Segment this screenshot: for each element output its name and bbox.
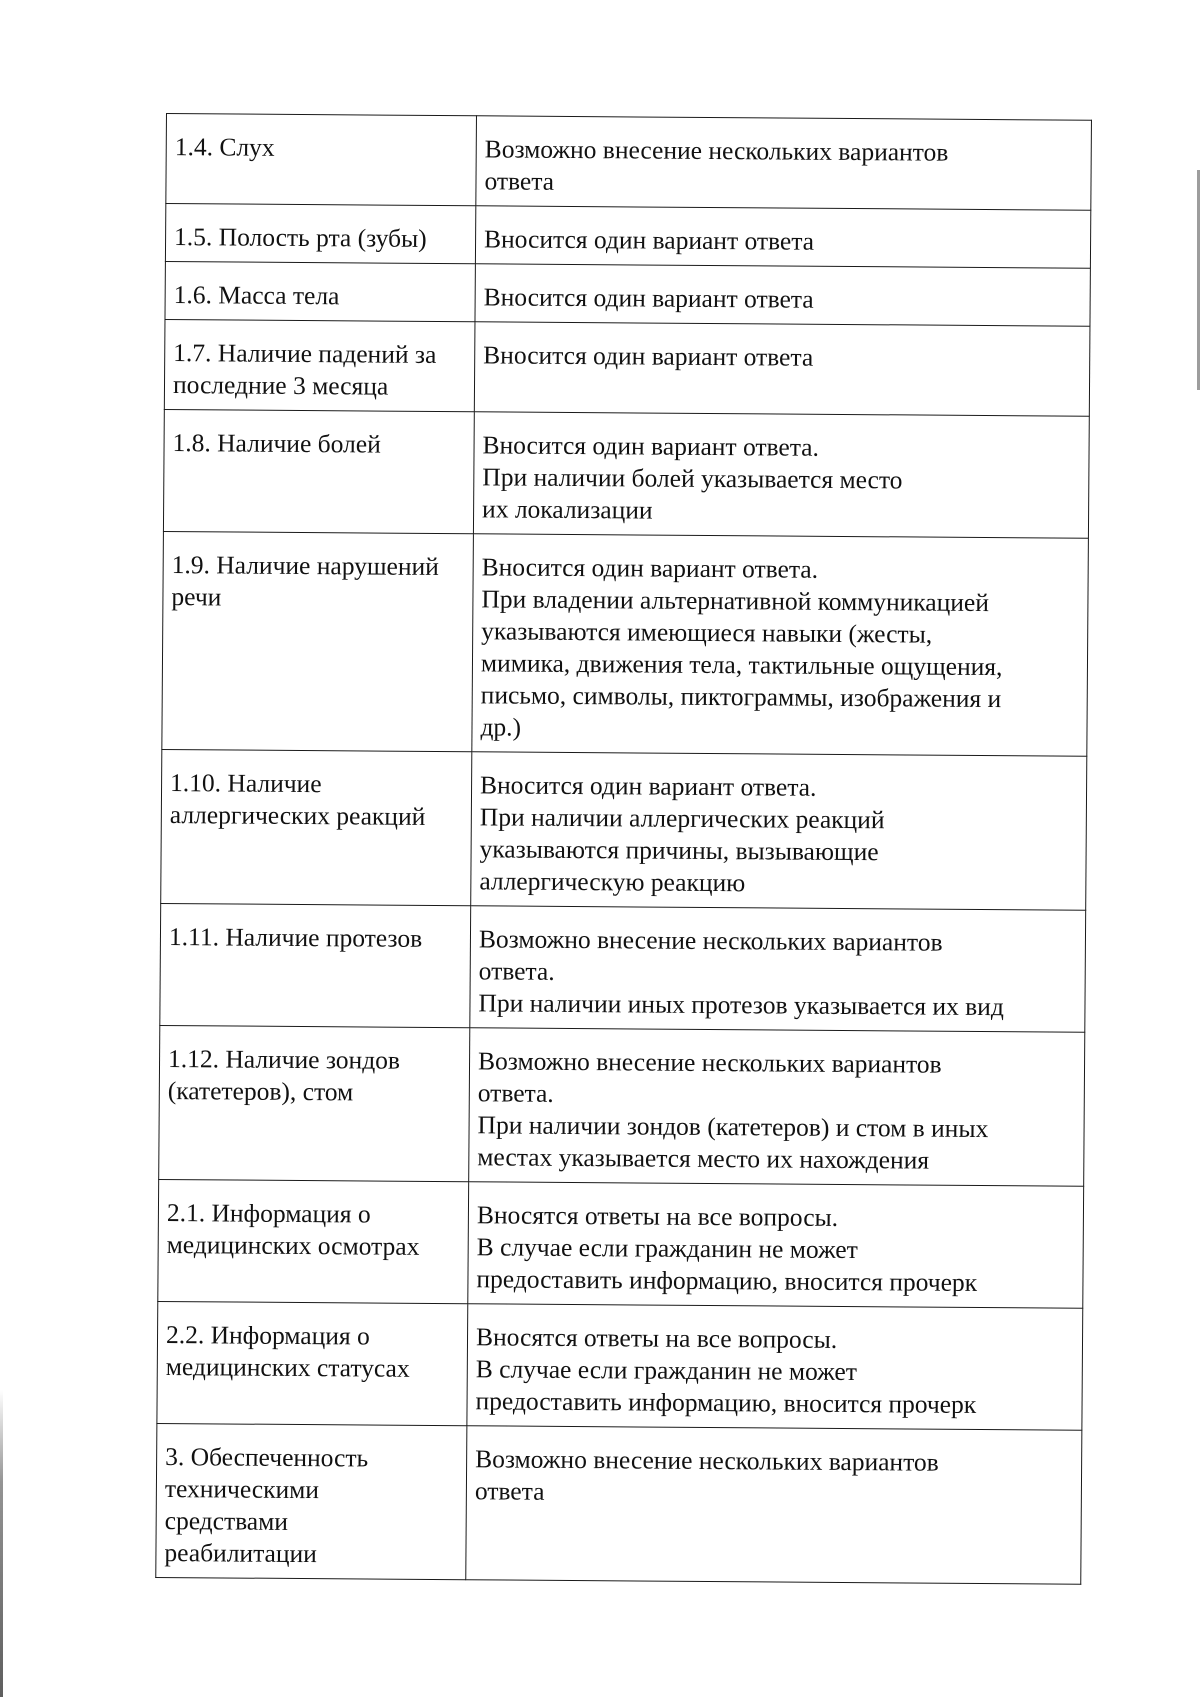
item-cell <box>156 1423 467 1579</box>
item-text-line: 1.11. Наличие протезов <box>168 922 423 953</box>
requirements-table <box>155 113 1092 1585</box>
instruction-text-line: Вносится один вариант ответа <box>483 224 815 256</box>
table-row <box>166 114 1092 211</box>
instruction-text-line: ответа <box>474 1476 545 1506</box>
table-row <box>165 204 1090 269</box>
instruction-cell <box>475 206 1090 269</box>
instruction-text-line: аллергическую реакцию <box>479 866 746 898</box>
table-row <box>158 1179 1084 1308</box>
instruction-text-line: их локализации <box>482 494 653 525</box>
instruction-text-line: местах указывается место их нахождения <box>477 1142 930 1175</box>
instruction-text-line: При наличии аллергических реакций <box>479 802 885 835</box>
instruction-text-line: письмо, символы, пиктограммы, изображения и <box>480 680 1002 714</box>
instruction-cell <box>469 1028 1085 1187</box>
item-cell <box>157 1301 468 1425</box>
instruction-cell <box>468 1182 1084 1309</box>
instruction-text-line: Возможно внесение нескольких вариантов <box>475 1444 939 1477</box>
instruction-cell <box>474 322 1090 417</box>
instruction-text-line: При наличии зондов (катетеров) и стом в иных <box>477 1110 989 1144</box>
instruction-cell <box>470 906 1086 1033</box>
instruction-text-line: мимика, движения тела, тактильные ощущения, <box>480 648 1003 682</box>
instruction-cell <box>475 264 1090 327</box>
instruction-text-line: Вносится один вариант ответа. <box>482 430 820 462</box>
item-text-line: 2.2. Информация о <box>165 1320 370 1351</box>
instruction-text-line: Возможно внесение нескольких вариантов <box>478 924 943 957</box>
table-row <box>165 261 1090 326</box>
item-text-line: 1.9. Наличие нарушений <box>171 550 439 582</box>
instruction-text-line: ответа. <box>477 1078 554 1108</box>
item-text-line: 1.7. Наличие падений за <box>173 338 437 369</box>
instruction-text-line: Вносятся ответы на все вопросы. <box>475 1322 838 1354</box>
item-text-line: (катетеров), стом <box>167 1076 354 1107</box>
instruction-text-line: предоставить информацию, вносится прочерк <box>475 1386 977 1419</box>
table-row <box>156 1423 1082 1584</box>
table-row <box>160 903 1086 1032</box>
instruction-text-line: предоставить информацию, вносится прочерк <box>476 1264 978 1297</box>
item-text-line: 1.10. Наличие <box>169 768 322 799</box>
instruction-text-line: указываются причины, вызывающие <box>479 834 879 867</box>
item-text-line: 1.4. Слух <box>174 132 275 162</box>
instruction-cell <box>473 412 1089 539</box>
item-text-line: 3. Обеспеченность <box>165 1442 369 1473</box>
instruction-text-line: В случае если гражданин не может <box>476 1232 858 1265</box>
instruction-text-line: Вносится один вариант ответа. <box>479 770 817 802</box>
instruction-text-line: Вносится один вариант ответа <box>483 282 814 314</box>
item-cell <box>158 1179 469 1303</box>
item-text-line: 2.1. Информация о <box>166 1198 371 1229</box>
instruction-cell <box>467 1304 1083 1431</box>
table-row <box>157 1301 1083 1430</box>
item-text-line: медицинских статусах <box>165 1352 410 1383</box>
instruction-text-line: Возможно внесение нескольких вариантов <box>477 1046 942 1079</box>
instruction-text-line: Вносится один вариант ответа. <box>481 552 819 584</box>
instruction-text-line: При наличии иных протезов указывается их вид <box>478 988 1004 1022</box>
instruction-cell <box>466 1426 1082 1585</box>
item-cell <box>159 1025 470 1181</box>
table-row <box>164 319 1090 416</box>
instruction-text-line: др.) <box>480 712 522 742</box>
table-body <box>156 114 1092 1585</box>
table-row <box>162 531 1089 756</box>
item-text-line: реабилитации <box>164 1538 317 1569</box>
instruction-text-line: указываются имеющиеся навыки (жесты, <box>481 616 933 649</box>
item-text-line: медицинских осмотрах <box>166 1230 420 1261</box>
item-cell <box>160 903 471 1027</box>
table-row <box>163 409 1089 538</box>
instruction-cell <box>476 116 1092 211</box>
item-cell <box>163 409 474 533</box>
instruction-text-line: При владении альтернативной коммуникацией <box>481 584 990 618</box>
item-text-line: средствами <box>164 1506 289 1536</box>
item-text-line: аллергических реакций <box>169 800 426 831</box>
table-row <box>161 749 1087 910</box>
table-row <box>159 1025 1085 1186</box>
instruction-text-line: Вносится один вариант ответа <box>483 340 814 372</box>
item-cell <box>162 531 474 751</box>
instruction-text-line: Возможно внесение нескольких вариантов <box>484 134 949 167</box>
item-cell <box>166 114 477 206</box>
item-cell <box>161 749 472 905</box>
item-text-line: 1.8. Наличие болей <box>172 428 381 459</box>
scan-edge-shadow <box>0 1390 3 1697</box>
instruction-text-line: В случае если гражданин не может <box>475 1354 858 1387</box>
instruction-cell <box>472 534 1089 757</box>
item-cell <box>165 261 475 321</box>
item-cell <box>164 319 475 411</box>
item-text-line: 1.5. Полость рта (зубы) <box>173 222 427 253</box>
instruction-cell <box>471 752 1087 911</box>
item-text-line: техническими <box>164 1474 320 1505</box>
item-text-line: 1.12. Наличие зондов <box>167 1044 401 1075</box>
item-text-line: последние 3 месяца <box>172 370 389 401</box>
instruction-text-line: При наличии болей указывается место <box>482 462 903 495</box>
item-cell <box>165 204 475 264</box>
item-text-line: 1.6. Масса тела <box>173 280 340 311</box>
item-text-line: речи <box>171 582 222 612</box>
instruction-text-line: ответа <box>484 166 555 196</box>
instruction-text-line: Вносятся ответы на все вопросы. <box>476 1200 839 1232</box>
instruction-text-line: ответа. <box>478 956 555 986</box>
